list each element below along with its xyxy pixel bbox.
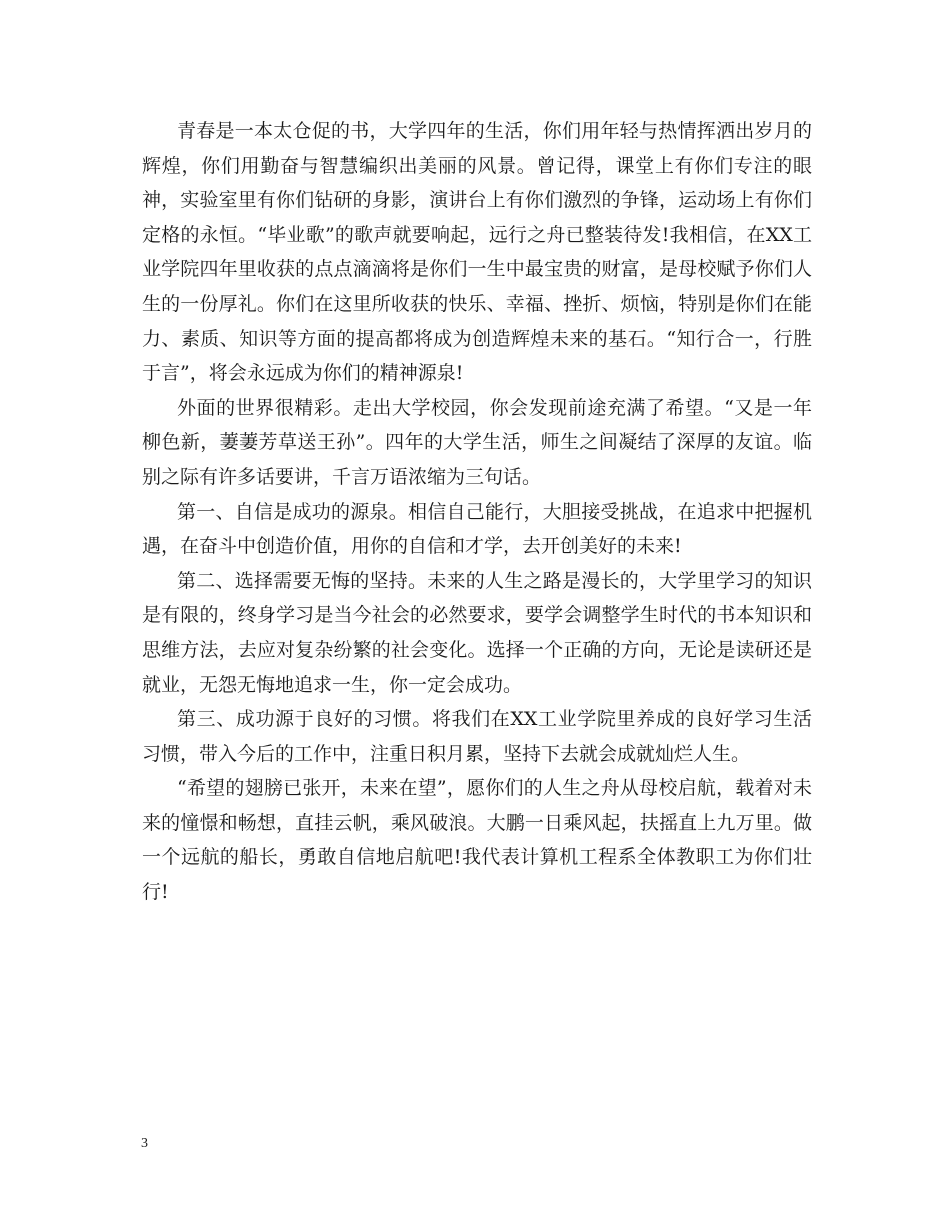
document-body (142, 114, 812, 910)
paragraph-third-point: 第三、成功源于良好的习惯。将我们在XX工业学院里养成的良好学习生活习惯，带入今后的工作中，注重日积月累，坚持下去就会成就灿烂人生。 (142, 708, 812, 765)
paragraph-outside-world: 外面的世界很精彩。走出大学校园，你会发现前途充满了希望。“又是一年柳色新，萋萋芳草送王孙”。四年的大学生活，师生之间凝结了深厚的友谊。临别之际有许多话要讲，千言万语浓缩为三句话。 (142, 396, 812, 488)
paragraph-first-point: 第一、自信是成功的源泉。相信自己能行，大胆接受挑战，在追求中把握机遇，在奋斗中创造价值，用你的自信和才学，去开创美好的未来! (142, 500, 812, 558)
paragraph-second-point: 第二、选择需要无悔的坚持。未来的人生之路是漫长的，大学里学习的知识是有限的，终身学习是当今社会的必然要求，要学会调整学生时代的书本知识和思维方法，去应对复杂纷繁的社会变化。选择一个正确的方向，无论是读研还是就业，无怨无悔地追求一生，你一定会成功。 (142, 569, 812, 696)
page-number: 3 (141, 1136, 148, 1151)
paragraph-youth: 青春是一本太仓促的书，大学四年的生活，你们用年轻与热情挥洒出岁月的辉煌，你们用勤奋与智慧编织出美丽的风景。曾记得，课堂上有你们专注的眼神，实验室里有你们钻研的身影，演讲台上有你们激烈的争锋，运动场上有你们定格的永恒。“毕业歌”的歌声就要响起，远行之舟已整装待发!我相信，在XX工业学院四年里收获的点点滴滴将是你们一生中最宝贵的财富，是母校赋予你们人生的一份厚礼。你们在这里所收获的快乐、幸福、挫折、烦恼，特别是你们在能力、素质、知识等方面的提高都将成为创造辉煌未来的基石。“知行合一，行胜于言”，将会永远成为你们的精神源泉! (142, 120, 812, 385)
paragraph-closing: “希望的翅膀已张开，未来在望”，愿你们的人生之舟从母校启航，载着对未来的憧憬和畅想，直挂云帆，乘风破浪。大鹏一日乘风起，扶摇直上九万里。做一个远航的船长，勇敢自信地启航吧!我代表计算机工程系全体教职工为你们壮行! (142, 777, 812, 904)
